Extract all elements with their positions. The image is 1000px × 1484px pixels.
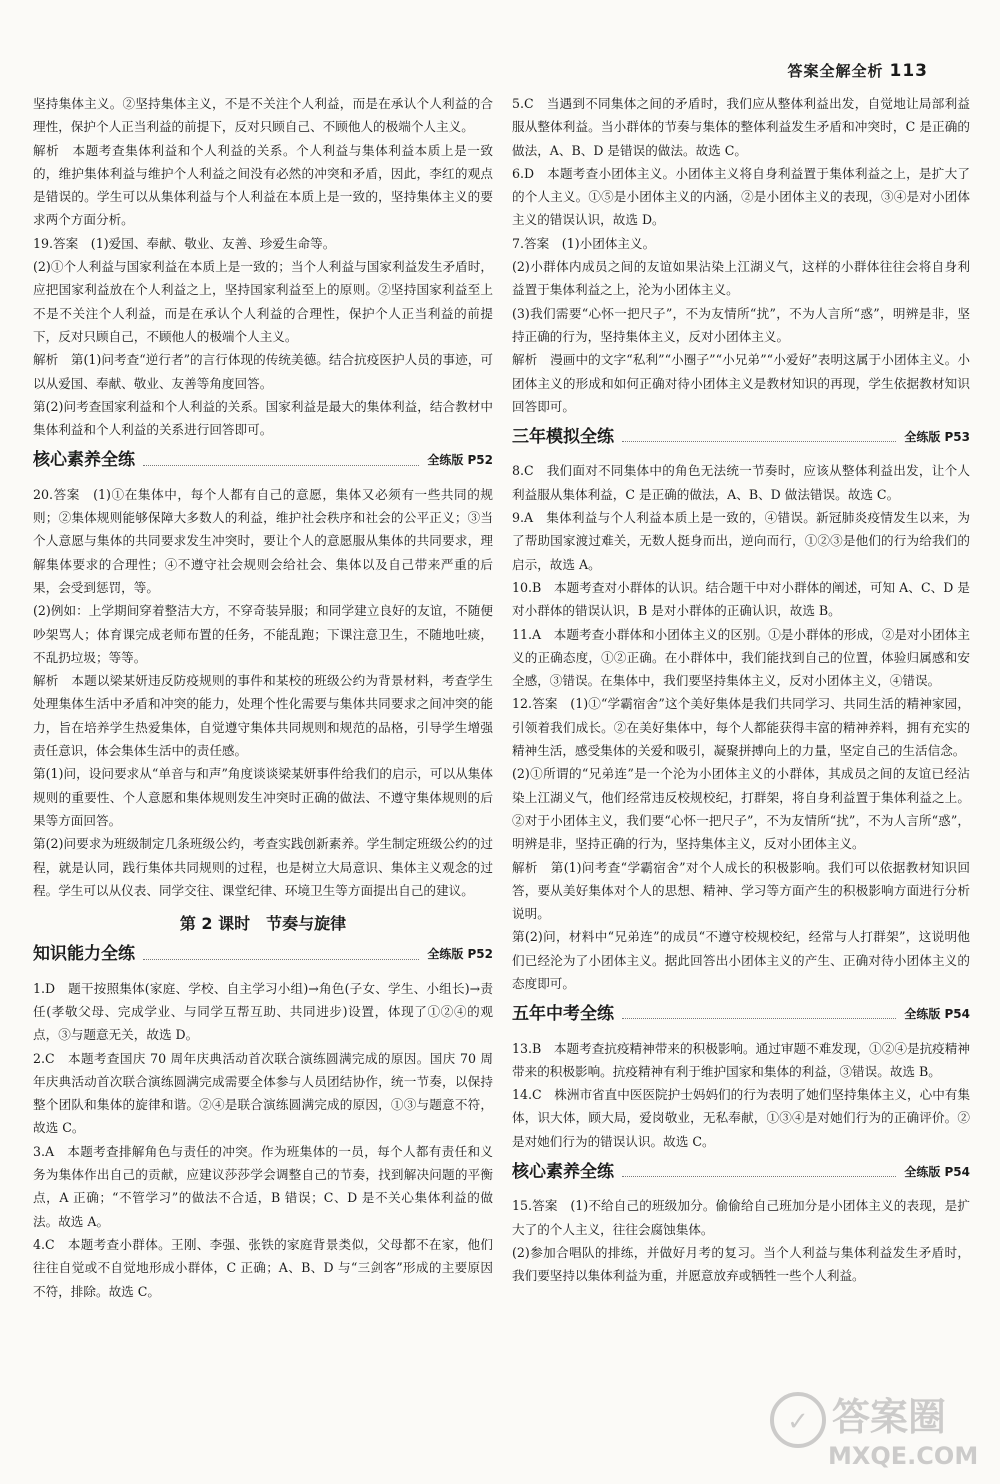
dotted-leader [143, 959, 419, 960]
answer-paragraph: 解析 第(1)问考查“逆行者”的言行体现的传统美德。结合抗疫医护人员的事迹，可以从爱国、奉献、敬业、友善等角度回答。 [33, 352, 493, 391]
section-heading [512, 1003, 970, 1026]
section-title: 核心素养全练 [33, 450, 135, 471]
answer-paragraph: 6.D 本题考查小团体主义。小团体主义将自身利益置于集体利益之上，是扩大了的个人主义。①⑤是小团体主义的内涵，②是小团体主义的表现，③④是对小团体主义的错误认识，故选 D。 [512, 165, 970, 228]
header-title [787, 60, 928, 81]
section-title: 知识能力全练 [33, 944, 135, 965]
answer-paragraph: 解析 本题考查集体利益和个人利益的关系。个人利益与集体利益本质上是一致的，维护集体利益与维护个人利益之间没有必然的冲突和矛盾，因此，李红的观点是错误的。学生可以从集体利益与个人利益在本质上是一致的，坚持集体主义的要求两个方面分析。 [33, 142, 493, 228]
running-header [0, 60, 1000, 80]
answer-paragraph: 15.答案 (1)不给自己的班级加分。偷偷给自己班加分是小团体主义的表现，是扩大了的个人主义，往往会腐蚀集体。 [512, 1198, 970, 1237]
answer-paragraph: (3)我们需要“心怀一把尺子”，不为友情所“扰”，不为人言所“惑”，明辨是非，坚持正确的行为，坚持集体主义，反对小团体主义。 [512, 305, 970, 344]
answer-paragraph: (2)例如：上学期间穿着整洁大方，不穿奇装异服；和同学建立良好的友谊，不随便吵架骂人；体育课完成老师布置的任务，不能乱跑；下课注意卫生，不随地吐痰，不乱扔垃圾；等等。 [33, 603, 493, 665]
answer-paragraph: 19.答案 (1)爱国、奉献、敬业、友善、珍爱生命等。 [33, 235, 336, 251]
answer-paragraph: (2)①个人利益与国家利益在本质上是一致的；当个人利益与国家利益发生矛盾时，应把国家利益放在个人利益之上，坚持国家利益至上的原则。②坚持国家利益至上不是不关注个人利益，而是在承认个人利益的合理性，保护个人正当利益的前提下，反对只顾自己，不顾他人的极端个人主义。 [33, 259, 493, 344]
section-ref: 全练版 P54 [904, 1007, 970, 1022]
header-title-text: 答案全解全析 [787, 62, 884, 80]
section-title: 核心素养全练 [512, 1162, 614, 1183]
answer-paragraph: 5.C 当遇到不同集体之间的矛盾时，我们应从整体利益出发，自觉地让局部利益服从整体利益。当小群体的节奏与集体的整体利益发生矛盾和冲突时，C 是正确的做法，A、B、D 是错误的做法。故选 C。 [512, 96, 970, 158]
answer-paragraph: 9.A 集体利益与个人利益本质上是一致的，④错误。新冠肺炎疫情发生以来，为了帮助国家渡过难关，无数人挺身而出，逆向而行，①②③是他们的行为给我们的启示，故选 A。 [512, 510, 970, 572]
section-ref: 全练版 P53 [904, 430, 970, 445]
answer-paragraph: 10.B 本题考查对小群体的认识。结合题干中对小群体的阐述，可知 A、C、D 是对小群体的错误认识，B 是对小群体的正确认识，故选 B。 [512, 579, 970, 619]
answer-paragraph: 13.B 本题考查抗疫精神带来的积极影响。通过审题不难发现，①②④是抗疫精神带来的积极影响。抗疫精神有利于维护国家和集体的利益，③错误。故选 B。 [512, 1040, 970, 1079]
answer-paragraph: 2.C 本题考查国庆 70 周年庆典活动首次联合演练圆满完成的原因。国庆 70 周年庆典活动首次联合演练圆满完成需要全体参与人员团结协作，统一节奏，以保持整个团队和集体的旋律和谐。②④是联合演练圆满完成的原因，①③与题意不符，故选 C。 [33, 1050, 493, 1136]
answer-paragraph: 12.答案 (1)①“学霸宿舍”这个美好集体是我们共同学习、共同生活的精神家园，引领着我们成长。②在美好集体中，每个人都能获得丰富的精神养料，拥有充实的精神生活，感受集体的关爱和吸引，凝聚拼搏向上的力量，坚定自己的生活信念。 [512, 696, 970, 759]
answer-paragraph: (2)①所谓的“兄弟连”是一个沦为小团体主义的小群体，其成员之间的友谊已经沾染上江湖义气，他们经常违反校规校纪，打群架，将自身利益置于集体利益之上。②对于小团体主义，我们要“心怀一把尺子”，不为友情所“扰”，不为人言所“惑”，明辨是非，坚持正确的行为，坚持集体主义，反对小团体主义。 [512, 766, 970, 852]
dotted-leader [622, 441, 896, 442]
section-heading [512, 426, 970, 449]
dotted-leader [143, 465, 419, 466]
dotted-leader [622, 1176, 896, 1177]
answer-paragraph: 坚持集体主义。②坚持集体主义，不是不关注个人利益，而是在承认个人利益的合理性，保护个人正当利益的前提下，反对只顾自己、不顾他人的极端个人主义。 [33, 96, 493, 135]
dotted-leader [622, 1018, 896, 1019]
answer-paragraph: 解析 漫画中的文字“私利”“小圈子”“小兄弟”“小爱好”表明这属于小团体主义。小团体主义的形成和如何正确对待小团体主义是教材知识的再现，学生依据教材知识回答即可。 [512, 352, 970, 414]
left-column [33, 92, 493, 1303]
watermark-logo [768, 1380, 988, 1472]
answer-paragraph: 4.C 本题考查小群体。王刚、李强、张铁的家庭背景类似，父母都不在家，他们往往自觉或不自觉地形成小群体，C 正确；A、B、D 与“三剑客”形成的主要原因不符，排除。故选 C。 [33, 1236, 493, 1299]
watermark-mark: ✓ [787, 1407, 809, 1437]
section-heading [33, 449, 493, 472]
lesson-title: 第 2 课时 节奏与旋律 [179, 914, 347, 934]
answer-paragraph: 解析 本题以梁某妍违反防疫规则的事件和某校的班级公约为背景材料，考查学生处理集体生活中矛盾和冲突的能力，处理个性化需要与集体共同要求之间冲突的能力，旨在培养学生热爱集体，自觉遵守集体共同规则和规范的品格，引导学生增强责任意识，体会集体生活中的责任感。 [33, 673, 493, 759]
page-number: 113 [889, 61, 928, 81]
answer-paragraph: 第(2)问考查国家利益和个人利益的关系。国家利益是最大的集体利益，结合教材中集体利益和个人利益的关系进行回答即可。 [33, 398, 493, 438]
section-title: 五年中考全练 [512, 1004, 614, 1025]
answer-paragraph: 20.答案 (1)①在集体中，每个人都有自己的意愿，集体又必须有一些共同的规则；②集体规则能够保障大多数人的利益，维护社会秩序和社会的公平正义；③当个人意愿与集体的共同要求发生冲突时，要让个人的意愿服从集体的共同要求，理解集体要求的合理性；④不遵守社会规则会给社会、集体以及自己带来严重的后果，会受到惩罚，等。 [33, 486, 493, 595]
answer-paragraph: (2)参加合唱队的排练，并做好月考的复习。当个人利益与集体利益发生矛盾时，我们要坚持以集体利益为重，并愿意放弃或牺牲一些个人利益。 [512, 1244, 970, 1284]
answer-paragraph: 第(2)问要求为班级制定几条班级公约，考查实践创新素养。学生制定班级公约的过程，就是认同，践行集体共同规则的过程，也是树立大局意识、集体主义观念的过程。学生可以从仪表、同学交往、课堂纪律、环境卫生等方面提出自己的建议。 [33, 836, 493, 898]
watermark-url: MXQE.COM [828, 1442, 979, 1470]
answer-paragraph: 第(1)问，设问要求从“单音与和声”角度谈谈梁某妍事件给我们的启示，可以从集体规则的重要性、个人意愿和集体规则发生冲突时正确的做法、不遵守集体规则的后果等方面回答。 [33, 766, 493, 828]
answer-paragraph: (2)小群体内成员之间的友谊如果沾染上江湖义气，这样的小群体往往会将自身利益置于集体利益之上，沦为小团体主义。 [512, 259, 970, 298]
section-title: 三年模拟全练 [512, 427, 614, 448]
section-ref: 全练版 P54 [904, 1165, 970, 1180]
answer-paragraph: 1.D 题干按照集体(家庭、学校、自主学习小组)→角色(子女、学生、小组长)→责任(孝敬父母、完成学业、与同学互帮互助、共同进步)设置，体现了①②④的观点，③与题意无关，故选 D。 [33, 980, 493, 1043]
section-ref: 全练版 P52 [427, 947, 493, 962]
watermark-text: 答案圈 [832, 1395, 947, 1439]
answer-paragraph: 解析 第(1)问考查“学霸宿舍”对个人成长的积极影响。我们可以依据教材知识回答，要从美好集体对个人的思想、精神、学习等方面产生的积极影响方面进行分析说明。 [512, 859, 970, 922]
right-column [512, 92, 970, 1288]
answer-paragraph: 3.A 本题考查排解角色与责任的冲突。作为班集体的一员，每个人都有责任和义务为集体作出自己的贡献，应建议莎莎学会调整自己的节奏，找到解决问题的平衡点，A 正确；“不管学习”的做法不合适，B 错误；C、D 是不关心集体利益的做法。故选 A。 [33, 1143, 493, 1229]
section-heading [33, 943, 493, 966]
section-heading [512, 1161, 970, 1184]
answer-paragraph: 14.C 株洲市省直中医医院护士妈妈们的行为表明了她们坚持集体主义，心中有集体，识大体，顾大局，爱岗敬业，无私奉献，①③④是对她们行为的正确评价。②是对她们行为的错误认识。故选 C。 [512, 1087, 970, 1149]
section-ref: 全练版 P52 [427, 453, 493, 468]
answer-paragraph: 11.A 本题考查小群体和小团体主义的区别。①是小群体的形成，②是对小团体主义的正确态度，①②正确。在小群体中，我们能找到自己的位置，体验归属感和安全感，③错误。在集体中，我们要坚持集体主义，反对小团体主义，④错误。 [512, 626, 970, 689]
answer-paragraph: 第(2)问，材料中“兄弟连”的成员“不遵守校规校纪，经常与人打群架”，这说明他们已经沦为了小团体主义。据此回答出小团体主义的产生、正确对待小团体主义的态度即可。 [512, 929, 970, 991]
answer-paragraph: 8.C 我们面对不同集体中的角色无法统一节奏时，应该从整体利益出发，让个人利益服从集体利益，C 是正确的做法，A、B、D 做法错误。故选 C。 [512, 463, 970, 502]
answer-paragraph: 7.答案 (1)小团体主义。 [512, 235, 656, 251]
